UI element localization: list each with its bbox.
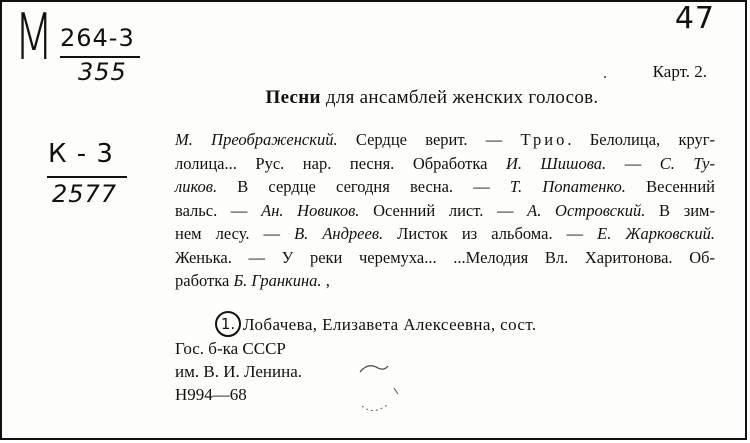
code-rule <box>47 176 127 178</box>
title-bold: Песни <box>265 87 321 108</box>
title-rest: для ансамблей женских голосов. <box>320 87 599 108</box>
corner-number-handwritten: 47 <box>674 1 715 36</box>
catalog-code: Н994—68 <box>175 385 247 404</box>
content-line: М. Преображенский. Сердце верит. — Трио. Белолица, круг- <box>175 130 716 149</box>
content-line: вальс. — Ан. Новиков. Осенний лист. — А. Островский. В зим- <box>175 200 715 220</box>
card-label: Карт. 2. <box>652 62 707 81</box>
shelf-number-top-handwritten: 264-3 <box>60 24 135 52</box>
pencil-squiggle-icon <box>354 358 414 418</box>
code-top-handwritten: К - 3 <box>48 139 114 169</box>
shelf-letter-handwritten: М <box>14 1 55 75</box>
code-bottom-handwritten: 2577 <box>52 180 118 208</box>
compiler-name: Лобачева, Елизавета Алексеевна, сост. <box>243 315 537 334</box>
library-line-2: им. В. И. Ленина. <box>175 362 303 381</box>
shelf-number-bottom-handwritten: 355 <box>78 58 127 86</box>
content-line: Женька. — У реки черемуха... ...Мелодия Вл. Харитонова. Об- <box>175 247 715 267</box>
circled-number: 1. <box>215 311 241 337</box>
content-line: работка Б. Гранкина. , <box>175 271 330 290</box>
contents-block <box>175 128 715 293</box>
compiler-line <box>215 311 537 337</box>
content-line: лолица... Рус. нар. песня. Обработка И. Шишова. — С. Ту- <box>175 153 715 173</box>
content-line: ликов. В сердце сегодня весна. — Т. Попатенко. Весенний <box>175 177 715 196</box>
library-line-1: Гос. б-ка СССР <box>175 339 286 358</box>
card-title <box>2 87 750 109</box>
content-line: нем лесу. — В. Андреев. Листок из альбома. — Е. Жарковский. <box>175 224 715 243</box>
stray-mark <box>604 76 606 78</box>
